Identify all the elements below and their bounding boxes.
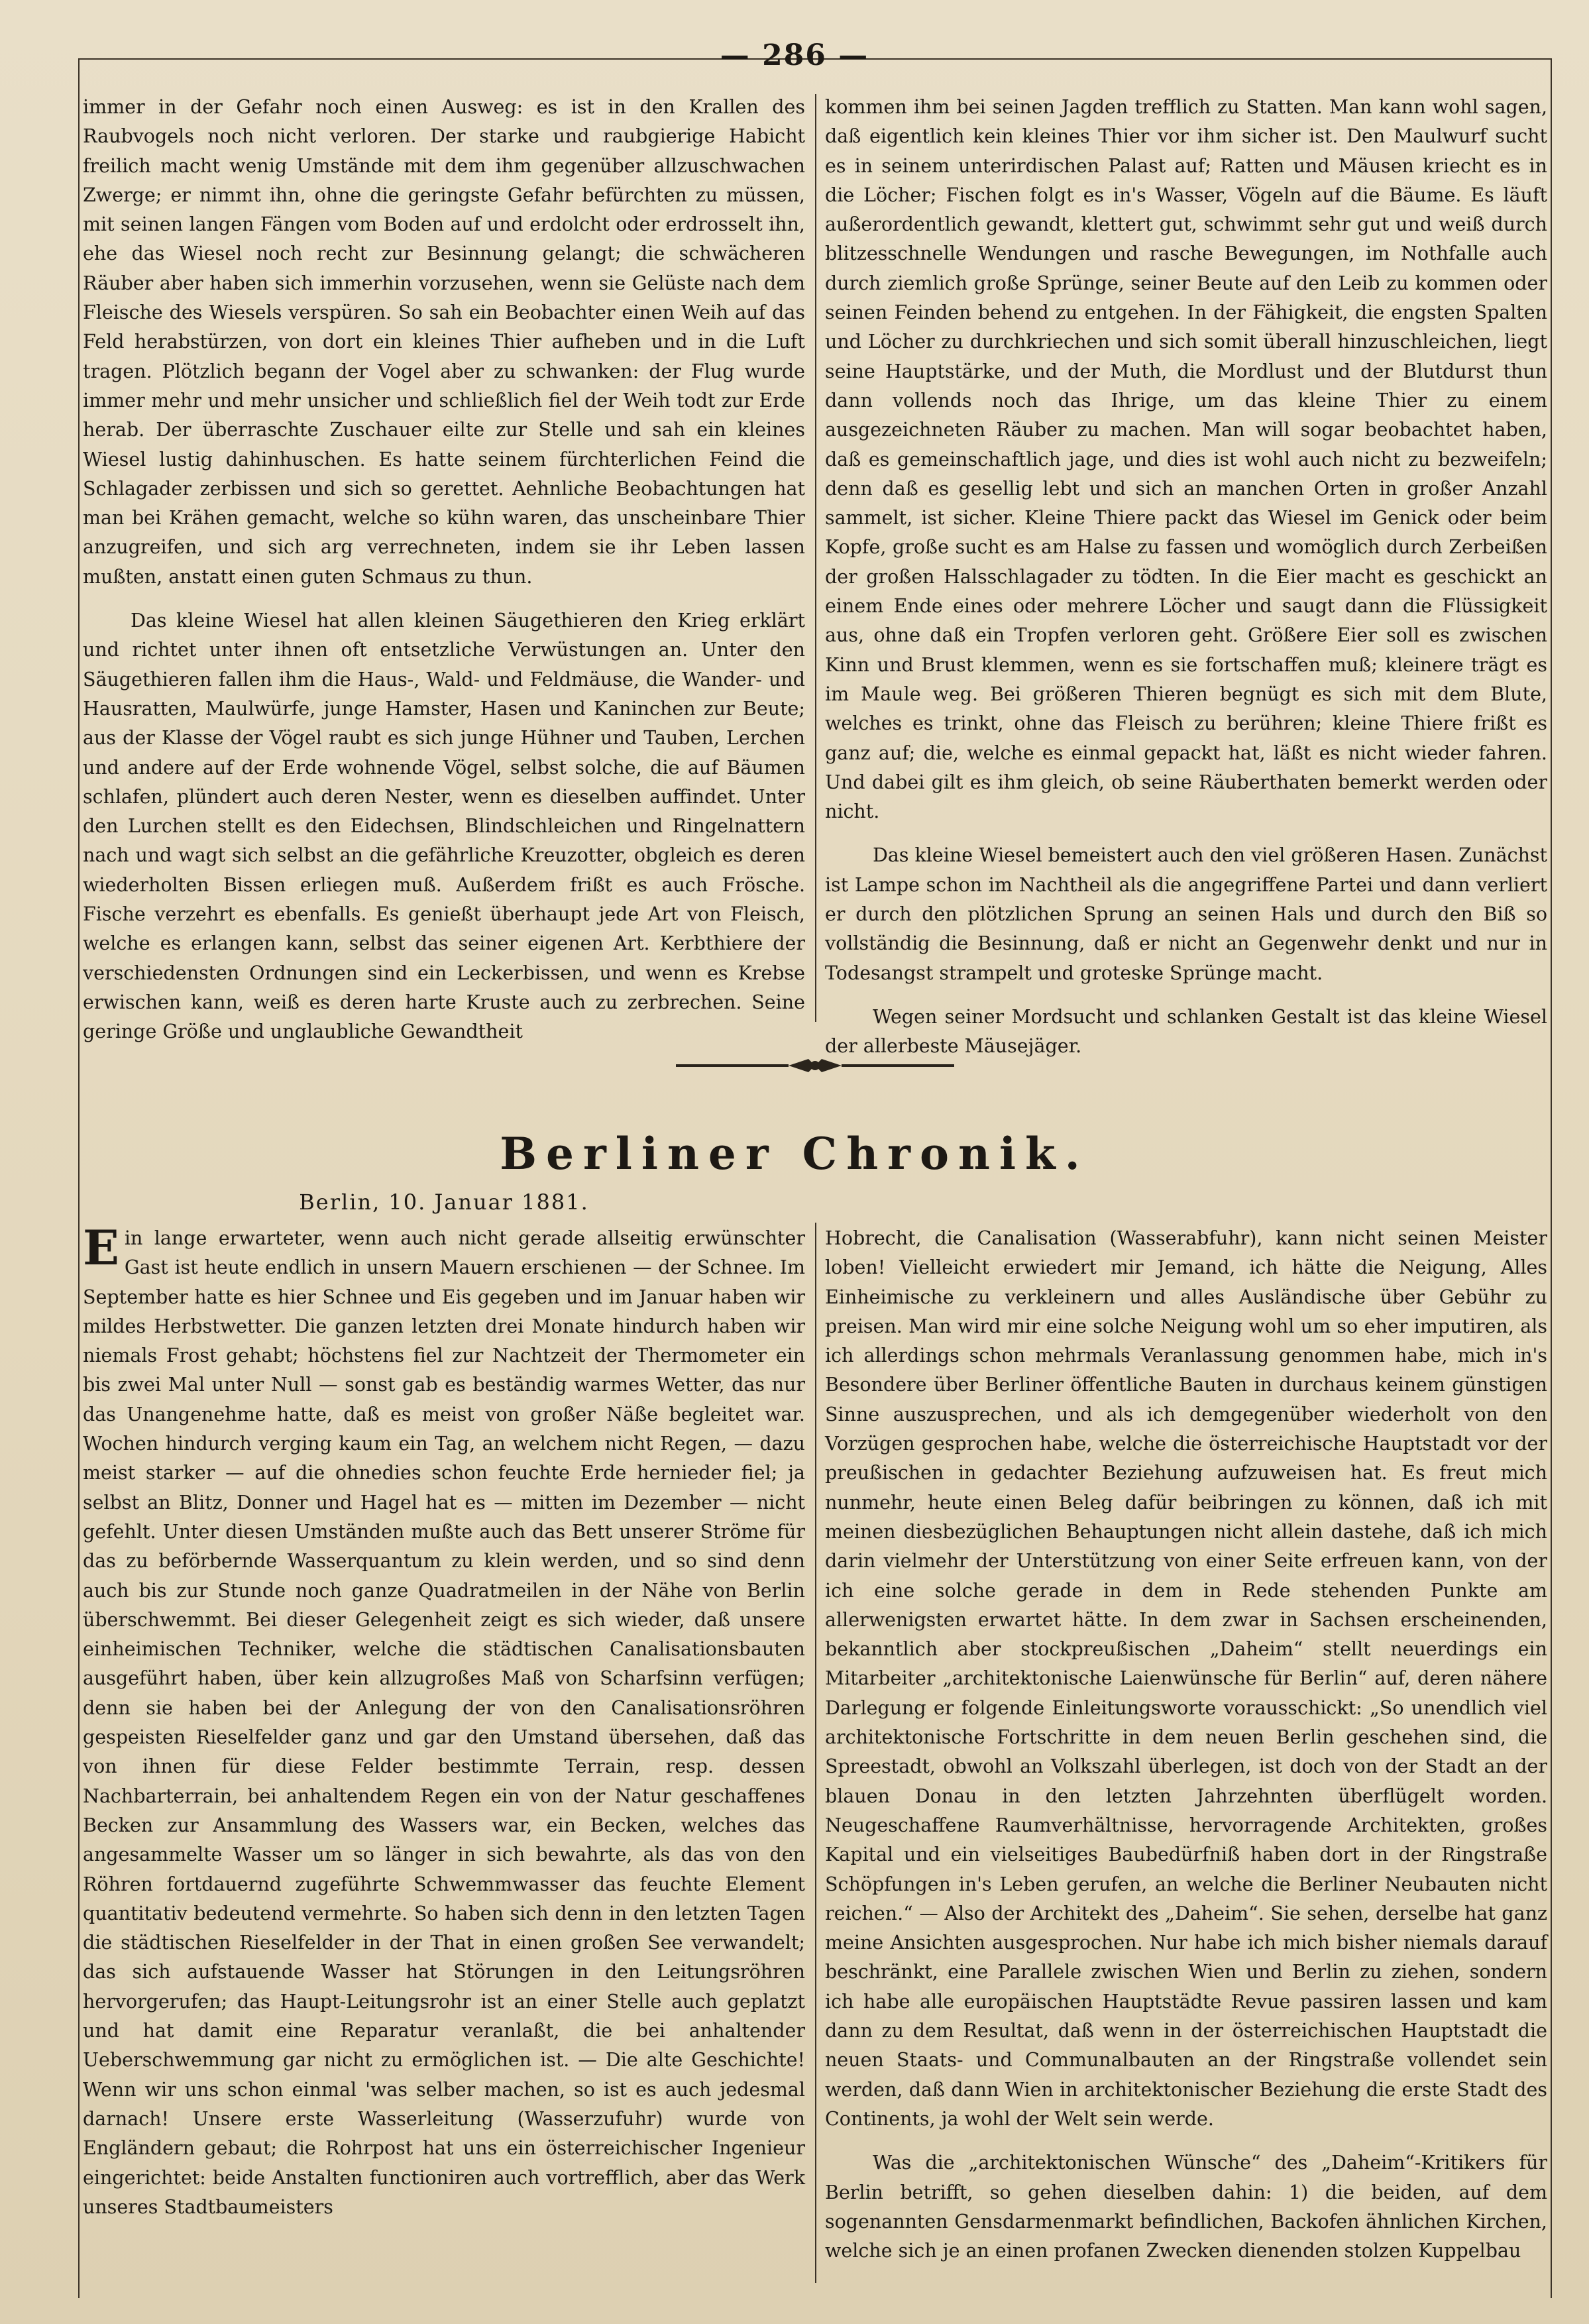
section-title: Berliner Chronik. xyxy=(500,1128,1089,1180)
paragraph: Hobrecht, die Canalisation (Wasserabfuhr), kann nicht seinen Meister loben! Vielleicht erwiedert mir Jemand, ich hätte die Neigung, Alles Einheimische zu verkleinern und alles Ausländische über Gebühr zu preisen. Man wird mir eine solche Neigung wohl um so eher imputiren, als ich allerdings schon mehrmals Veranlassung genommen habe, mich in's Besondere über Berliner öffentliche Bauten in durchaus keinem günstigen Sinne auszusprechen, und als ich demgegenüber wiederholt von den Vorzügen gesprochen habe, welche die österreichische Hauptstadt vor der preußischen in gedachter Beziehung aufzuweisen hat. Es freut mich nunmehr, heute einen Beleg dafür beibringen zu können, daß ich mit meinen diesbezüglichen Behauptungen nicht allein dastehe, daß ich mich darin vielmehr der Unterstützung von einer Seite erfreuen kann, von der ich eine solche gerade in dem in Rede stehenden Punkte am allerwenigsten erwartet hätte. In dem zwar in Sachsen erscheinenden, bekanntlich aber stockpreußischen „Daheim“ stellt neuerdings ein Mitarbeiter „architektonische Laienwünsche für Berlin“ auf, deren nähere Darlegung er folgende Einleitungsworte vorausschickt: „So unendlich viel architektonische Fortschritte in dem neuen Berlin geschehen sind, die Spreestadt, obwohl an Volkszahl überlegen, ist doch von der Stadt an der blauen Donau in den letzten Jahrzehnten überflügelt worden. Neugeschaffene Raumverhältnisse, hervorragende Architekten, großes Kapital und ein vielseitiges Baubedürfniß haben dort in der Ringstraße Schöpfungen in's Leben gerufen, an welche die Berliner Neubauten nicht reichen.“ — Also der Architekt des „Daheim“. Sie sehen, derselbe hat ganz meine Ansichten ausgesprochen. Nur habe ich mich bisher niemals darauf beschränkt, eine Parallele zwischen Wien und Berlin zu ziehen, sondern ich habe alle europäischen Hauptstädte Revue passiren lassen und kam dann zu dem Resultat, daß wenn in der österreichischen Hauptstadt die neuen Staats- und Communalbauten an der Ringstraße vollendet sein werden, daß dann Wien in architektonischer Beziehung die erste Stadt des Continents, ja wohl der Welt sein werde. xyxy=(825,1227,1547,2130)
chronicle-column-2 xyxy=(825,1224,1547,2266)
column-divider-top xyxy=(815,94,816,1022)
paragraph: Wegen seiner Mordsucht und schlanken Gestalt ist das kleine Wiesel der allerbeste Mäusejäger. xyxy=(825,1005,1547,1058)
column-divider-bottom xyxy=(815,1223,816,2283)
paragraph: immer in der Gefahr noch einen Ausweg: es ist in den Krallen des Raubvogels noch nicht verloren. Der starke und raubgierige Habicht freilich macht wenig Umstände mit dem ihm gegenüber allzuschwachen Zwerge; er nimmt ihn, ohne die geringste Gefahr befürchten zu müssen, mit seinen langen Fängen vom Boden auf und erdolcht oder erdrosselt ihn, ehe das Wiesel noch recht zur Besinnung gelangt; die schwächeren Räuber aber haben sich immerhin vorzusehen, wenn sie Gelüste nach dem Fleische des Wiesels verspüren. So sah ein Beobachter einen Weih auf das Feld herabstürzen, von dort ein kleines Thier aufheben und in die Luft tragen. Plötzlich begann der Vogel aber zu schwanken: der Flug wurde immer mehr und mehr unsicher und schließlich fiel der Weih todt zur Erde herab. Der überraschte Zuschauer eilte zur Stelle und sah ein kleines Wiesel lustig dahinhuschen. Es hatte seinem fürchterlichen Feind die Schlagader zerbissen und sich so gerettet. Aehnliche Beobachtungen hat man bei Krähen gemacht, welche so kühn waren, das unscheinbare Thier anzugreifen, und sich arg verrechneten, indem sie ihr Leben lassen mußten, anstatt einen guten Schmaus zu thun. xyxy=(83,96,805,588)
drop-cap: E xyxy=(83,1219,119,1276)
paragraph: Was die „architektonischen Wünsche“ des „Daheim“-Kritikers für Berlin betrifft, so gehen dieselben dahin: 1) die beiden, auf dem sogenannten Gensdarmenmarkt befindlichen, Backofen ähnlichen Kirchen, welche sich je an einen profanen Zwecken dienenden stolzen Kuppelbau xyxy=(825,2152,1547,2262)
paragraph: Das kleine Wiesel bemeistert auch den viel größeren Hasen. Zunächst ist Lampe schon im Nachtheil als die angegriffene Partei und dann verliert er durch den plötzlichen Sprung an seinen Hals und durch den Biß so vollständig die Besinnung, daß er nicht an Gegenwehr denkt und nur in Todesangst strampelt und groteske Sprünge macht. xyxy=(825,844,1547,984)
paragraph: kommen ihm bei seinen Jagden trefflich zu Statten. Man kann wohl sagen, daß eigentlich kein kleines Thier vor ihm sicher ist. Den Maulwurf sucht es in seinem unterirdischen Palast auf; Ratten und Mäusen kriecht es in die Löcher; Fischen folgt es in's Wasser, Vögeln auf die Bäume. Es läuft außerordentlich gewandt, klettert gut, schwimmt sehr gut und weiß durch blitzesschnelle Wendungen und rasche Bewegungen, im Nothfalle auch durch ziemlich große Sprünge, seiner Beute auf den Leib zu kommen oder seinen Feinden behend zu entgehen. In der Fähigkeit, die engsten Spalten und Löcher zu durchkriechen und sich somit überall hinzuschleichen, liegt seine Hauptstärke, und der Muth, die Mordlust und der Blutdurst thun dann vollends noch das Ihrige, um das kleine Thier zu einem ausgezeichneten Räuber zu machen. Man will sogar beobachtet haben, daß es gemeinschaftlich jage, und dies ist wohl auch nicht zu bezweifeln; denn daß es gesellig lebt und sich an manchen Orten in großer Anzahl sammelt, ist sicher. Kleine Thiere packt das Wiesel im Genick oder beim Kopfe, große sucht es am Halse zu fassen und womöglich durch Zerbeißen der großen Halsschlagader zu tödten. In die Eier macht es geschickt an einem Ende eines oder mehrere Löcher und saugt dann die Flüssigkeit aus, ohne daß ein Tropfen verloren geht. Größere Eier soll es zwischen Kinn und Brust klemmen, wenn es sie fortschaffen muß; kleinere trägt es im Maule weg. Bei größeren Thieren begnügt es sich mit dem Blute, welches es trinkt, ohne das Fleisch zu berühren; kleine Thiere frißt es ganz auf; die, welche es einmal gepackt hat, läßt es nicht wieder fahren. Und dabei gilt es ihm gleich, ob seine Räuberthaten bemerkt werden oder nicht. xyxy=(825,96,1547,823)
article-column-2 xyxy=(825,93,1547,1062)
dateline: Berlin, 10. Januar 1881. xyxy=(299,1190,589,1215)
page-number: — 286 — xyxy=(720,38,869,72)
article-column-1 xyxy=(83,93,805,1047)
paragraph xyxy=(83,1219,805,2222)
paragraph-text: in lange erwarteter, wenn auch nicht gerade allseitig erwünschter Gast ist heute endlich in unsern Mauern erschienen — der Schnee. Im September hatte es hier Schnee und Eis gegeben und im Januar haben wir mildes Herbstwetter. Die ganzen letzten drei Monate hindurch haben wir niemals Frost gehabt; höchstens fiel zur Nachtzeit der Thermometer ein bis zwei Mal unter Null — sonst gab es beständig warmes Wetter, das nur das Unangenehme hatte, daß es meist von großer Näße begleitet war. Wochen hindurch verging kaum ein Tag, an welchem nicht Regen, — dazu meist starker — auf die ohnedies schon feuchte Erde hernieder fiel; ja selbst an Blitz, Donner und Hagel hat es — mitten im Dezember — nicht gefehlt. Unter diesen Umständen mußte auch das Bett unserer Ströme für das zu beförbernde Wasserquantum zu klein werden, und so sind denn auch bis zur Stunde noch ganze Quadratmeilen in der Nähe von Berlin überschwemmt. Bei dieser Gelegenheit zeigt es sich wieder, daß unsere einheimischen Techniker, welche die städtischen Canalisationsbauten ausgeführt haben, über kein allzugroßes Maß von Scharfsinn verfügen; denn sie haben bei der Anlegung der von den Canalisationsröhren gespeisten Rieselfelder ganz und gar den Umstand übersehen, daß das von ihnen für diese Felder bestimmte Terrain, resp. dessen Nachbarterrain, bei anhaltendem Regen ein von der Natur geschaffenes Becken zur Ansammlung des Wassers war, ein Becken, welches das angesammelte Wasser um so länger in sich bewahrte, als das von den Röhren fortdauernd zugeführte Schwemmwasser das feuchte Element quantitativ bedeutend vermehrte. So haben sich denn in den letzten Tagen die städtischen Rieselfelder in der That in einen großen See verwandelt; das sich aufstauende Wasser hat Störungen in den Leitungsröhren hervorgerufen; das Haupt-Leitungsrohr ist an einer Stelle auch geplatzt und hat damit eine Reparatur veranlaßt, die bei anhaltender Ueberschwemmung gar nicht zu ermöglichen ist. — Die alte Geschichte! Wenn wir uns schon einmal 'was selber machen, so ist es auch jedesmal darnach! Unsere erste Wasserleitung (Wasserzufuhr) wurde von Engländern gebaut; die Rohrpost hat uns ein österreichischer Ingenieur eingerichtet: beide Anstalten functioniren auch vortrefflich, aber das Werk unseres Stadtbaumeisters xyxy=(83,1227,805,2218)
section-divider-ornament xyxy=(676,1056,954,1075)
chronicle-column-1 xyxy=(83,1219,805,2222)
paragraph: Das kleine Wiesel hat allen kleinen Säugethieren den Krieg erklärt und richtet unter ihnen oft entsetzliche Verwüstungen an. Unter den Säugethieren fallen ihm die Haus-, Wald- und Feldmäuse, die Wander- und Hausratten, Maulwürfe, junge Hamster, Hasen und Kaninchen zur Beute; aus der Klasse der Vögel raubt es sich junge Hühner und Tauben, Lerchen und andere auf der Erde wohnende Vögel, selbst solche, die auf Bäumen schlafen, plündert auch deren Nester, wenn es dieselben auffindet. Unter den Lurchen stellt es den Eidechsen, Blindschleichen und Ringelnattern nach und wagt sich selbst an die gefährliche Kreuzotter, obgleich es deren wiederholten Bissen erliegen muß. Außerdem frißt es auch Frösche. Fische verzehrt es ebenfalls. Es genießt überhaupt jede Art von Fleisch, welche es erlangen kann, selbst das seiner eigenen Art. Kerbthiere der verschiedensten Ordnungen sind ein Leckerbissen, und wenn es Krebse erwischen kann, weiß es deren harte Kruste auch zu zerbrechen. Seine geringe Größe und unglaubliche Gewandtheit xyxy=(83,610,805,1043)
